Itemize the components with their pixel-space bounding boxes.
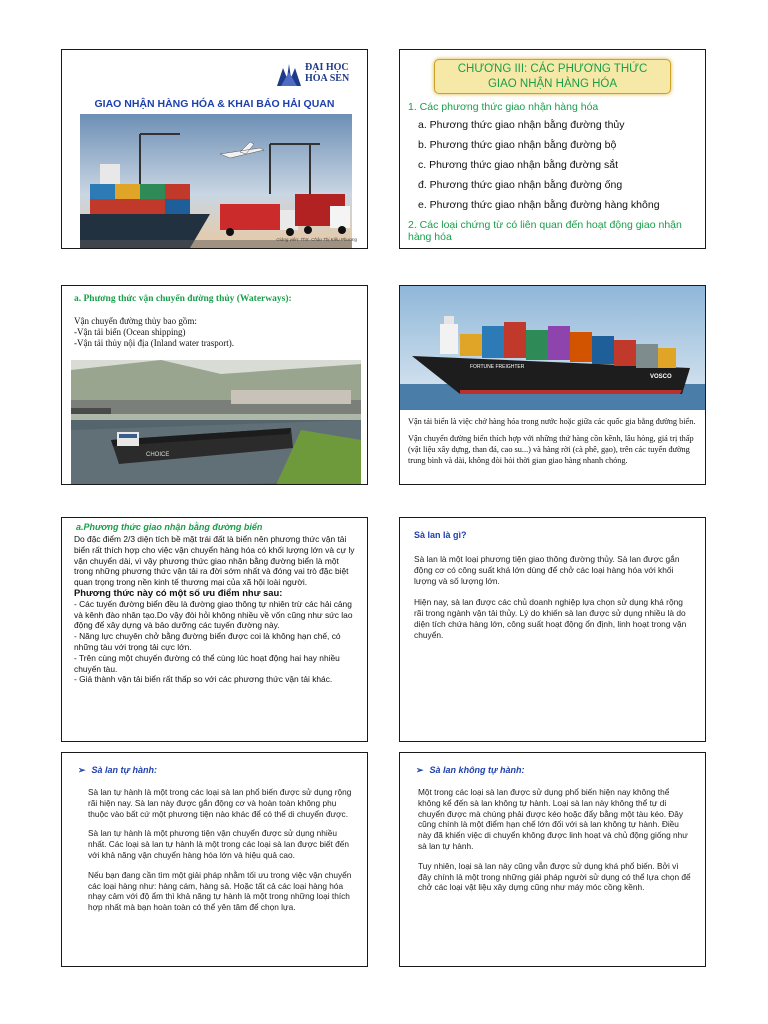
self-propelled-para-3: Nếu bạn đang cần tìm một giải pháp nhằm tối ưu trong việc vận chuyển các loại hàng như: hàng cám, hàng sả. Hoặc tất cả các loại hàng hóa nhạy cảm với độ ẩm thì khả năng tự hành là một trong những loại thích hợp nhất mà bạn hoàn toàn có thể yên tâm để chọn lựa. [88,869,352,913]
outline-item: c. Phương thức giao nhận bằng đường sắt [418,159,619,171]
hoa-sen-logo [275,58,355,92]
barge-definition-para-1: Sà lan là một loại phương tiện giao thông đường thủy. Sà lan được gắn động cơ có công suất khá lớn dùng để chở các loại hàng hóa với khối lượng và số lượng lớn. [414,554,680,586]
slide-cover [61,49,368,249]
barge-name-text: CHOICE [146,452,170,458]
non-self-propelled-heading [416,765,524,776]
outline-heading-1: 1. Các phương thức giao nhận hàng hóa [408,101,599,113]
slide-chapter-outline [399,49,706,249]
advantage-item: - Giá thành vận tải biển rất thấp so với các phương thức vận tải khác. [74,674,333,685]
container-ship-photo [400,286,706,410]
slide-what-is-barge [399,517,706,742]
waterways-body [74,316,234,349]
ship-brand-text: VOSCO [650,374,672,380]
self-propelled-para-1: Sà lan tự hành là một trong các loại sà lan phổ biến được sử dụng rộng rãi hiện nay. Sà lan này được gắn động cơ và hoàn toàn không phụ thuộc vào bất cứ một phương tiện nào khác để có thể di chuyển được. [88,787,352,819]
ocean-shipping-text [408,416,697,472]
ocean-shipping-para-2: Vận chuyển đường biển thích hợp với những thứ hàng cồn kềnh, lâu hỏng, giá trị thấp (vật liệu xây dựng, than đá, cao su...) và hàng rời (cà phê, gạo), trên các tuyến đường trung bình và dài, không đòi hỏi thời gian giao hàng nhanh chóng. [408,434,694,465]
barge-question-heading: Sà lan là gì? [414,530,467,540]
arrow-bullet-icon: ➢ [416,765,424,775]
ocean-shipping-para-1: Vận tải biển là việc chở hàng hóa trong nước hoặc giữa các quốc gia bằng đường biển. [408,417,696,426]
chapter-title-line-1: CHƯƠNG III: CÁC PHƯƠNG THỨC [457,63,648,75]
waterways-intro: Vận chuyển đường thủy bao gồm: [74,316,197,326]
chapter-title-box [434,59,671,94]
outline-item: b. Phương thức giao nhận bằng đường bộ [418,139,617,151]
slide-non-self-propelled-barge [399,752,706,967]
logistics-hero-image [80,114,352,248]
ship-name-text: FORTUNE FREIGHTER [470,364,525,370]
logo-line-1: ĐẠI HỌC [305,62,349,73]
chapter-title-line-2: GIAO NHẬN HÀNG HÓA [487,78,618,90]
advantage-item: - Năng lực chuyên chở bằng đường biển được coi là không hạn chế, có những tàu với trọng tải cực lớn. [74,631,341,652]
slide-self-propelled-barge [61,752,368,967]
self-propelled-heading-text: Sà lan tự hành: [91,765,157,775]
outline-item: a. Phương thức giao nhận bằng đường thủy [418,119,625,131]
slide-sea-delivery [61,517,368,742]
waterways-line-2: -Vận tải thủy nội địa (Inland water trasport). [74,338,234,348]
advantage-item: - Các tuyến đường biển đều là đường giao thông tự nhiên trừ các hải cảng và kênh đào nhân tạo.Do vậy đòi hỏi không nhiều về vốn cũng như sức lao động để xây dựng và bảo dưỡng các tuyến đường này. [74,598,353,631]
lecturer-credit: Giảng viên: ThS. Châu Thị Kiều Phương [276,237,357,242]
barge-definition-para-2: Hiện nay, sà lan được các chủ doanh nghiệp lựa chọn sử dụng khá rộng rãi trong ngành vận tải thủy. Lý do khiến sà lan được sử dụng nhiều là do diện tích chứa hàng lớn, công suất hoạt động ổn định, linh hoạt trong vận chuyển. [414,597,687,640]
waterways-title: a. Phương thức vận chuyển đường thủy (Waterways): [74,294,292,304]
slide-waterways [61,285,368,485]
non-self-propelled-para-2: Tuy nhiên, loại sà lan này cũng vẫn được sử dụng khá phổ biến. Bởi vì đây chính là một trong những giải pháp người sử dụng có thể lựa chọn để chở các loại vật liệu xây dựng cũng như máy móc cồng kềnh. [418,860,691,893]
outline-heading-2: 2. Các loại chứng từ có liên quan đến hoạt động giao nhận hàng hóa [408,219,682,243]
logo-line-2: HOA SEN [305,73,350,84]
non-self-propelled-para-1: Một trong các loại sà lan được sử dụng phổ biến hiện nay không thể không kể đến sà lan không tự hành. Loại sà lan này không thể tự di chuyển được mà chúng phải được kéo hoặc đẩy bằng một tàu kéo. Đây cũng chính là một điểm hạn chế lớn đối với sà lan không tự hành. Điều này đã khiến việc di chuyển không được linh hoạt và chủ động giống như sà lan tự hành. [418,787,688,851]
self-propelled-heading [78,765,157,776]
non-self-propelled-heading-text: Sà lan không tự hành: [429,765,525,775]
sea-delivery-body [74,534,357,685]
barge-photo [71,360,361,485]
outline-list [408,101,697,249]
arrow-bullet-icon: ➢ [78,765,86,775]
self-propelled-body [88,787,353,922]
sea-delivery-para: Do đặc điểm 2/3 diện tích bề mặt trái đất là biển nên phương thức vận tải biển rất thích hợp cho việc vận chuyển hàng hóa có khối lượng lớn và cự ly vận chuyển dài, vì vậy phương thức giao nhận bằng đường biển là một trong những phương thức vận tải ra đời sớm nhất và đóng vai trò đặc biệt quan trọng trong nền kinh tế thương mại của xã hội loài người. [74,534,355,588]
self-propelled-para-2: Sà lan tự hành là một phương tiện vận chuyển được sử dụng nhiều nhất. Các loại sà lan tự hành là một trong các loại sà lan được biết đến với khả năng vận chuyển hàng hóa lớn và hiệu quả cao. [88,828,349,860]
lotus-mountain-icon [275,58,303,88]
non-self-propelled-body [418,787,691,902]
slide-ocean-shipping [399,285,706,485]
outline-item: e. Phương thức giao nhận bằng đường hàng không [418,199,660,211]
waterways-line-1: -Vận tải biển (Ocean shipping) [74,327,186,337]
barge-definition-body [414,554,693,651]
advantage-item: - Trên cùng một chuyến đường có thể cùng lúc hoạt động hai hay nhiều chuyến tàu. [74,652,340,674]
course-title: GIAO NHẬN HÀNG HÓA & KHAI BÁO HẢI QUAN [94,98,335,110]
sea-delivery-heading: a.Phương thức giao nhận bằng đường biển [76,522,263,532]
sea-delivery-advantages-heading: Phương thức này có một số ưu điểm như sau: [74,586,283,598]
outline-item: đ. Phương thức giao nhận bằng đường ống [418,179,623,191]
